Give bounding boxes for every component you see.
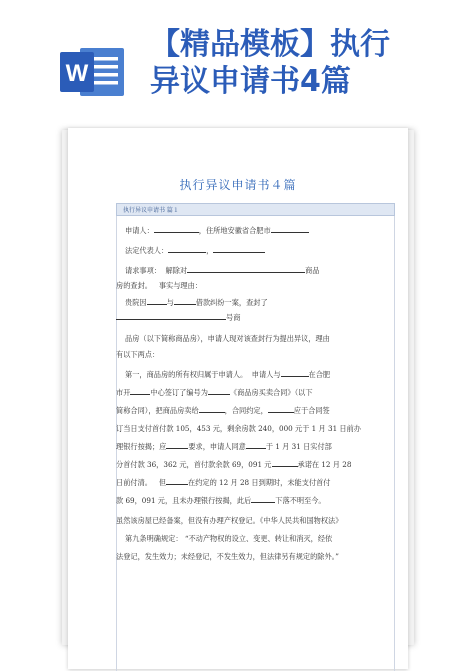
paragraph-request-cont: 房的查封。 事实与理由： — [116, 281, 202, 290]
paragraph-registration: 虽然该房屋已经备案，但没有办理产权登记。《中华人民共和国物权法》 — [116, 516, 343, 525]
banner-title-line-2: 异议申请书4篇 — [150, 64, 351, 99]
paragraph-legal-rep: 法定代表人： ， — [125, 242, 390, 259]
paragraph-point-one-line8: 款 69，091 元，且未办理银行按揭，此后 下落不明至今。 — [116, 492, 381, 509]
word-icon — [58, 44, 128, 100]
document-title: 执行异议申请书４篇 — [179, 178, 297, 192]
banner-title-line-1: 【精品模板】执行 — [150, 27, 390, 62]
paragraph-point-one: 第一，商品房的所有权归属于申请人。 申请人与 在合肥 — [125, 366, 390, 383]
paragraph-applicant: 申请人： ，住所地安徽省合肥市 — [125, 222, 390, 239]
paragraph-facts-cont: 号商 — [116, 309, 381, 326]
paragraph-point-one-line2: 市开 中心签订了编号为 《商品房买卖合同》（以下 — [116, 384, 381, 401]
paragraph-point-one-line4: 订当日支付首付款 105，453 元，剩余房款 240，000 元于 1 月 31 日前办 — [116, 424, 361, 433]
word-icon-letter: W — [65, 60, 89, 87]
paragraph-request: 请求事项： 解除对 商品 — [125, 262, 390, 279]
paragraph-house-intro: 品房（以下简称商品房），申请人现对该查封行为提出异议，理由 — [125, 334, 330, 343]
paragraph-article-nine-cont: 法登记，发生效力；未经登记，不发生效力，但法律另有规定的除外。” — [116, 552, 339, 561]
paragraph-house-intro-cont: 有以下两点： — [116, 350, 160, 359]
section-header: 执行异议申请书 篇１ — [116, 203, 395, 216]
paragraph-point-one-line7: 日前付清。 但 在约定的 12 月 28 日到期时，未能支付首付 — [116, 474, 381, 491]
paragraph-point-one-line3: 简称合同），把商品房卖给 ，合同约定， 应于合同签 — [116, 402, 381, 419]
paragraph-facts: 贵院因 与 借款纠纷一案，查封了 — [125, 294, 390, 311]
document-page — [68, 128, 408, 669]
paragraph-point-one-line5: 理银行按揭；应 要求，申请人同意 于 1 月 31 日实付部 — [116, 438, 381, 455]
paragraph-article-nine: 第九条明确规定： “不动产物权的设立、变更、转让和消灭，经依 — [125, 534, 333, 543]
paragraph-point-one-line6: 分首付款 36，362 元，首付款余款 69，091 元 承诺在 12 月 28 — [116, 456, 381, 473]
banner-title — [150, 26, 470, 100]
